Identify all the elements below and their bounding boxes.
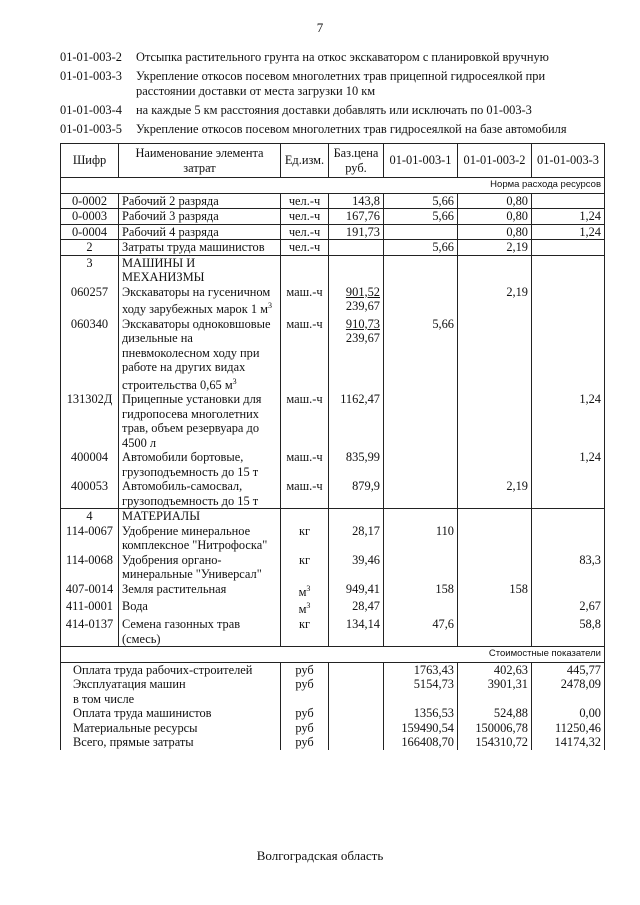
- code-id: 01-01-003-3: [60, 69, 122, 83]
- table-row: [61, 209, 605, 225]
- cell-name: Экскаваторы на гусеничном ходу зарубежных марок 1 $м^3$: [119, 285, 281, 317]
- cell-col1: [384, 224, 458, 240]
- cell-col1: [384, 285, 458, 317]
- cell-col2: [458, 317, 532, 393]
- cell-col3: 1,24: [532, 224, 605, 240]
- cell-code: 114-0067: [61, 524, 119, 553]
- cell-name: Рабочий 2 разряда: [119, 193, 281, 209]
- cell-col2: [458, 509, 532, 524]
- table-row: [61, 524, 605, 553]
- cell-col3: 2,67: [532, 599, 605, 617]
- cell-code: 2: [61, 240, 119, 256]
- caption-row: [61, 178, 605, 194]
- resource-table: [60, 143, 605, 750]
- cell-col3: [532, 479, 605, 509]
- caption-cell: Норма расхода ресурсов: [61, 178, 605, 194]
- cost-col2: [458, 692, 532, 707]
- cell-code: 060257: [61, 285, 119, 317]
- cost-name: Всего, прямые затраты: [61, 735, 281, 750]
- cell-price: 191,73: [329, 224, 384, 240]
- cost-col1: 1763,43: [384, 662, 458, 677]
- cell-price: [329, 317, 384, 393]
- footer-region: Волгоградская область: [256, 848, 384, 863]
- cost-row: [61, 692, 605, 707]
- cell-col3: 1,24: [532, 450, 605, 479]
- cell-unit: чел.-ч: [281, 209, 329, 225]
- cell-unit: чел.-ч: [281, 224, 329, 240]
- cell-unit: маш.-ч: [281, 450, 329, 479]
- cell-price: [329, 285, 384, 317]
- cell-col2: [458, 524, 532, 553]
- cost-row: [61, 706, 605, 721]
- cell-price: 167,76: [329, 209, 384, 225]
- header-col1: 01-01-003-1: [384, 144, 458, 178]
- cell-unit: [281, 255, 329, 285]
- table-row: [61, 553, 605, 582]
- table-row: [61, 450, 605, 479]
- cost-row: [61, 662, 605, 677]
- price-numerator: 901,52: [345, 284, 380, 299]
- cell-name: Семена газонных трав (смесь): [119, 617, 281, 647]
- cost-unit: руб: [281, 721, 329, 736]
- price-denominator: 239,67: [345, 331, 380, 346]
- cell-unit: маш.-ч: [281, 317, 329, 393]
- cell-col2: 2,19: [458, 285, 532, 317]
- cost-unit: руб: [281, 662, 329, 677]
- header-col2: 01-01-003-2: [458, 144, 532, 178]
- cell-col2: [458, 392, 532, 450]
- superscript: 3: [267, 301, 272, 310]
- cell-name: Затраты труда машинистов: [119, 240, 281, 256]
- cost-name: Оплата труда рабочих-строителей: [61, 662, 281, 677]
- cell-col2: 2,19: [458, 240, 532, 256]
- cost-row: [61, 677, 605, 692]
- cell-col1: [384, 509, 458, 524]
- cost-price: [329, 662, 384, 677]
- cell-code: 411-0001: [61, 599, 119, 617]
- cell-name: Земля растительная: [119, 582, 281, 600]
- table-row: [61, 599, 605, 617]
- cell-unit: маш.-ч: [281, 479, 329, 509]
- cost-unit: руб: [281, 677, 329, 692]
- cost-name: Материальные ресурсы: [61, 721, 281, 736]
- cell-name: Автомобиль-самосвал, грузоподъемность до 15 т: [119, 479, 281, 509]
- cell-col3: [532, 524, 605, 553]
- superscript: 3: [306, 601, 311, 611]
- cell-price: 835,99: [329, 450, 384, 479]
- page-number: 7: [316, 20, 324, 35]
- code-line: [60, 50, 600, 65]
- cell-unit: чел.-ч: [281, 193, 329, 209]
- cell-col2: [458, 617, 532, 647]
- cost-name: в том числе: [61, 692, 281, 707]
- header-unit: Ед.изм.: [281, 144, 329, 178]
- table-row: [61, 285, 605, 317]
- cell-price: [329, 255, 384, 285]
- cell-col3: 1,24: [532, 392, 605, 450]
- cell-price: 949,41: [329, 582, 384, 600]
- code-id: 01-01-003-2: [60, 50, 122, 64]
- cost-col1: 166408,70: [384, 735, 458, 750]
- cell-name: Вода: [119, 599, 281, 617]
- table-row: [61, 240, 605, 256]
- code-id: 01-01-003-5: [60, 122, 122, 136]
- cost-col3: 2478,09: [532, 677, 605, 692]
- cell-price: 143,8: [329, 193, 384, 209]
- cost-col3: 11250,46: [532, 721, 605, 736]
- cell-price: 28,17: [329, 524, 384, 553]
- cell-code: 407-0014: [61, 582, 119, 600]
- code-line: [60, 69, 600, 99]
- cost-col3: 445,77: [532, 662, 605, 677]
- cost-col1: 1356,53: [384, 706, 458, 721]
- code-text: Укрепление откосов посевом многолетних трав прицепной гидросеялкой при расстоянии доставки от места загрузки 10 км: [136, 69, 546, 98]
- table-row: [61, 392, 605, 450]
- cell-code: 131302Д: [61, 392, 119, 450]
- cell-price: 879,9: [329, 479, 384, 509]
- cost-col3: 0,00: [532, 706, 605, 721]
- cell-unit: кг: [281, 524, 329, 553]
- table-header-row: [61, 144, 605, 178]
- cell-col1: 110: [384, 524, 458, 553]
- cost-price: [329, 692, 384, 707]
- header-name: Наименование элемента затрат: [119, 144, 281, 178]
- superscript: 3: [306, 583, 311, 593]
- cell-unit: кг: [281, 617, 329, 647]
- cell-name: Удобрение минеральное комплексное "Нитрофоска": [119, 524, 281, 553]
- cell-col2: [458, 255, 532, 285]
- caption-cell: Стоимостные показатели: [61, 647, 605, 663]
- cell-code: 0-0003: [61, 209, 119, 225]
- cell-unit: кг: [281, 553, 329, 582]
- cell-code: 400004: [61, 450, 119, 479]
- cell-col2: [458, 599, 532, 617]
- code-line: [60, 103, 600, 118]
- cell-price: 134,14: [329, 617, 384, 647]
- cell-price: 1162,47: [329, 392, 384, 450]
- cost-price: [329, 721, 384, 736]
- cell-price: [329, 240, 384, 256]
- cell-name: Прицепные установки для гидропосева многолетних трав, объем резервуара до 4500 л: [119, 392, 281, 450]
- cell-col3: [532, 509, 605, 524]
- cell-code: 414-0137: [61, 617, 119, 647]
- cell-unit: [281, 509, 329, 524]
- cell-col3: [532, 285, 605, 317]
- caption-row: [61, 647, 605, 663]
- cell-col1: 5,66: [384, 193, 458, 209]
- cell-col3: [532, 255, 605, 285]
- table-row: [61, 317, 605, 393]
- cell-col1: [384, 599, 458, 617]
- cell-col1: 5,66: [384, 240, 458, 256]
- cell-unit: $м^3$: [281, 582, 329, 600]
- cost-name: Оплата труда машинистов: [61, 706, 281, 721]
- code-text: Отсыпка растительного грунта на откос экскаватором с планировкой вручную: [136, 50, 549, 64]
- cell-col2: 0,80: [458, 193, 532, 209]
- cell-col3: 83,3: [532, 553, 605, 582]
- cell-col3: [532, 317, 605, 393]
- cell-name: Автомобили бортовые, грузоподъемность до 15 т: [119, 450, 281, 479]
- cell-col1: [384, 450, 458, 479]
- cell-unit: чел.-ч: [281, 240, 329, 256]
- section-code: 4: [61, 509, 119, 524]
- cell-col2: [458, 450, 532, 479]
- cell-unit: маш.-ч: [281, 285, 329, 317]
- cell-col2: 158: [458, 582, 532, 600]
- cell-col1: 5,66: [384, 317, 458, 393]
- cost-col1: 159490,54: [384, 721, 458, 736]
- cell-col2: 0,80: [458, 224, 532, 240]
- cell-col1: [384, 553, 458, 582]
- cost-price: [329, 706, 384, 721]
- cost-unit: руб: [281, 706, 329, 721]
- cell-col3: 1,24: [532, 209, 605, 225]
- cost-col1: 5154,73: [384, 677, 458, 692]
- table-row: [61, 617, 605, 647]
- table-row: [61, 479, 605, 509]
- cell-unit: $м^3$: [281, 599, 329, 617]
- cell-col1: 47,6: [384, 617, 458, 647]
- cell-code: 060340: [61, 317, 119, 393]
- cost-col2: 3901,31: [458, 677, 532, 692]
- cell-col1: [384, 479, 458, 509]
- superscript: 3: [232, 376, 237, 386]
- cell-col2: 2,19: [458, 479, 532, 509]
- cell-col3: [532, 582, 605, 600]
- cost-col3: 14174,32: [532, 735, 605, 750]
- code-text: Укрепление откосов посевом многолетних трав гидросеялкой на базе автомобиля: [136, 122, 567, 136]
- table-row: [61, 224, 605, 240]
- cell-col1: [384, 255, 458, 285]
- cost-col2: 524,88: [458, 706, 532, 721]
- code-text: на каждые 5 км расстояния доставки добавлять или исключать по 01-003-3: [136, 103, 532, 117]
- cost-col2: 154310,72: [458, 735, 532, 750]
- cell-col2: 0,80: [458, 209, 532, 225]
- cell-col1: 5,66: [384, 209, 458, 225]
- table-row: [61, 193, 605, 209]
- section-title: МАТЕРИАЛЫ: [119, 509, 281, 524]
- cost-col2: 402,63: [458, 662, 532, 677]
- cell-name: Экскаваторы одноковшовые дизельные на пневмоколесном ходу при работе на других видах строительства 0,65 $м^3$: [119, 317, 281, 393]
- cost-row: [61, 721, 605, 736]
- cell-col3: [532, 193, 605, 209]
- cell-price: [329, 509, 384, 524]
- cell-price: 28,47: [329, 599, 384, 617]
- code-id: 01-01-003-4: [60, 103, 122, 117]
- cell-col1: [384, 392, 458, 450]
- cell-code: 114-0068: [61, 553, 119, 582]
- cell-col1: 158: [384, 582, 458, 600]
- header-col3: 01-01-003-3: [532, 144, 605, 178]
- section-code: 3: [61, 255, 119, 285]
- code-list: [60, 50, 600, 141]
- cost-unit: [281, 692, 329, 707]
- cost-col2: 150006,78: [458, 721, 532, 736]
- price-denominator: 239,67: [345, 299, 380, 313]
- section-row: [61, 255, 605, 285]
- cell-col3: 58,8: [532, 617, 605, 647]
- cell-name: Рабочий 3 разряда: [119, 209, 281, 225]
- code-line: [60, 122, 600, 137]
- cost-price: [329, 735, 384, 750]
- section-title: МАШИНЫ И МЕХАНИЗМЫ: [119, 255, 281, 285]
- header-price: Баз.цена руб.: [329, 144, 384, 178]
- cell-code: 400053: [61, 479, 119, 509]
- cell-col2: [458, 553, 532, 582]
- cell-code: 0-0002: [61, 193, 119, 209]
- cell-col3: [532, 240, 605, 256]
- cell-unit: маш.-ч: [281, 392, 329, 450]
- price-numerator: 910,73: [345, 316, 380, 331]
- cell-name: Удобрения органо-минеральные "Универсал": [119, 553, 281, 582]
- table-row: [61, 582, 605, 600]
- cell-code: 0-0004: [61, 224, 119, 240]
- cost-col3: [532, 692, 605, 707]
- cost-price: [329, 677, 384, 692]
- section-row: [61, 509, 605, 524]
- header-code: Шифр: [61, 144, 119, 178]
- cost-col1: [384, 692, 458, 707]
- cost-row: [61, 735, 605, 750]
- cell-name: Рабочий 4 разряда: [119, 224, 281, 240]
- cell-price: 39,46: [329, 553, 384, 582]
- cost-unit: руб: [281, 735, 329, 750]
- cost-name: Эксплуатация машин: [61, 677, 281, 692]
